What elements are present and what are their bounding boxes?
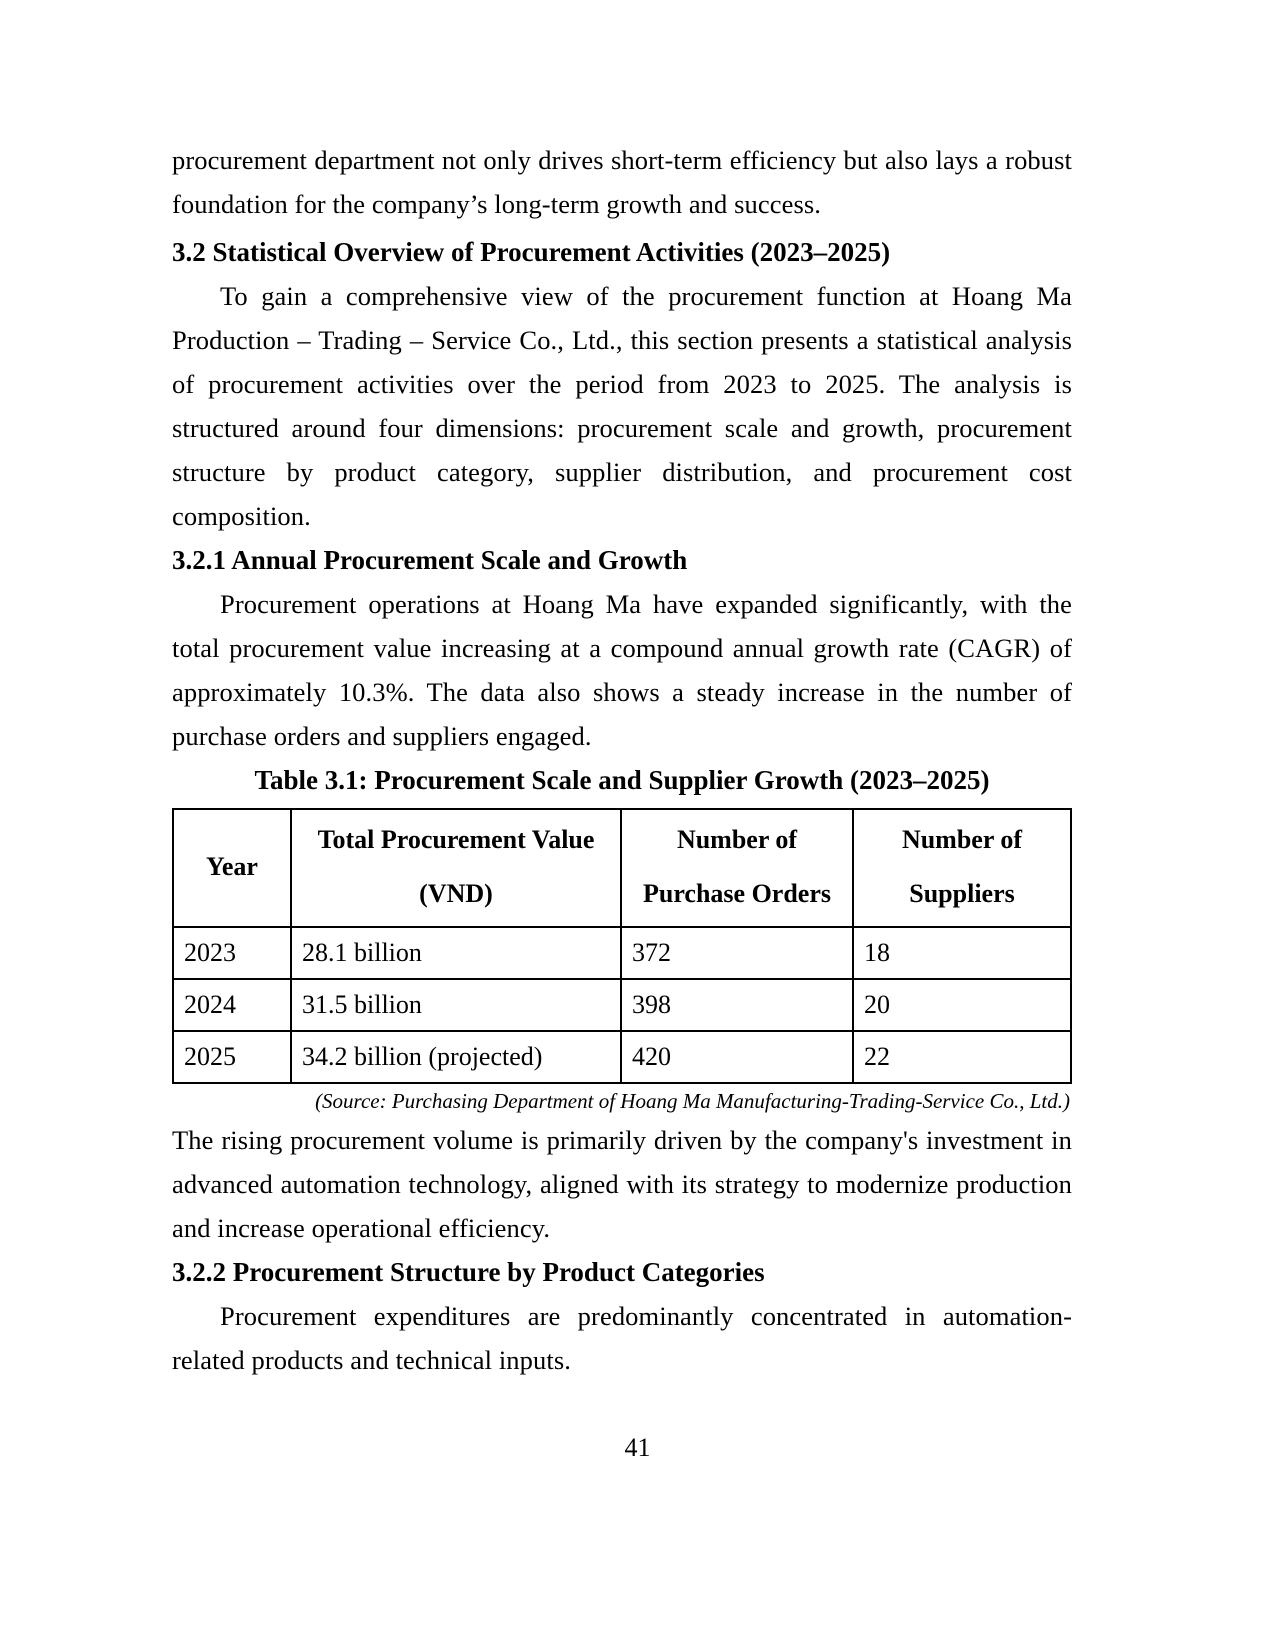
table-row [173, 1031, 1071, 1083]
table-row [173, 927, 1071, 979]
table-header-purchase-orders [621, 809, 853, 927]
cell-value [291, 1031, 621, 1083]
page-content [172, 138, 1072, 1382]
table-caption: Table 3.1: Procurement Scale and Supplier Growth (2023–2025) [254, 765, 990, 795]
table-header-suppliers [853, 809, 1071, 927]
cell-value [291, 979, 621, 1031]
cell-year [173, 927, 291, 979]
cell-orders [621, 979, 853, 1031]
cell-suppliers-text: 18 [864, 938, 890, 967]
cell-suppliers [853, 979, 1071, 1031]
cell-orders-text: 420 [632, 1042, 671, 1071]
table-header-year [173, 809, 291, 927]
cell-value-text: 34.2 billion (projected) [302, 1042, 543, 1071]
cell-year-text: 2025 [184, 1042, 236, 1071]
heading-section-3-2-2: 3.2.2 Procurement Structure by Product Categories [172, 1257, 765, 1287]
paragraph-section-3-2-2-intro: Procurement expenditures are predominantly concentrated in automation-related products and technical inputs. [172, 1301, 1072, 1375]
table-header-purchase-orders-line2: Purchase Orders [643, 879, 831, 908]
table-header-row [173, 809, 1071, 927]
table-header-year-line1: Year [206, 852, 258, 881]
paragraph-intro-continued: procurement department not only drives short-term efficiency but also lays a robust foundation for the company’s long-term growth and success. [172, 145, 1072, 219]
table-header-total-value-line2: (VND) [419, 879, 493, 908]
cell-suppliers [853, 1031, 1071, 1083]
table-header-purchase-orders-line1: Number of [676, 825, 798, 854]
table-header-total-value-line1: Total Procurement Value [317, 825, 595, 854]
cell-value [291, 927, 621, 979]
heading-section-3-2-1: 3.2.1 Annual Procurement Scale and Growth [172, 545, 688, 575]
cell-suppliers-text: 22 [864, 1042, 890, 1071]
cell-orders [621, 927, 853, 979]
paragraph-section-3-2-intro: To gain a comprehensive view of the procurement function at Hoang Ma Production – Trading – Service Co., Ltd., this section presents a statistical analysis of procurement activities over the period from 2023 to 2025. The analysis is structured around four dimensions: procurement scale and growth, procurement structure by product category, supplier distribution, and procurement cost composition. [172, 281, 1072, 531]
heading-section-3-2: 3.2 Statistical Overview of Procurement Activities (2023–2025) [172, 237, 891, 267]
cell-year-text: 2023 [184, 938, 236, 967]
cell-value-text: 28.1 billion [302, 938, 422, 967]
table-source-note: (Source: Purchasing Department of Hoang Ma Manufacturing-Trading-Service Co., Ltd.) [315, 1089, 1070, 1113]
cell-suppliers-text: 20 [864, 990, 890, 1019]
page-number: 41 [624, 1433, 651, 1462]
cell-year [173, 979, 291, 1031]
cell-value-text: 31.5 billion [302, 990, 422, 1019]
cell-orders-text: 398 [632, 990, 671, 1019]
cell-year-text: 2024 [184, 990, 236, 1019]
table-header-suppliers-line1: Number of [901, 825, 1023, 854]
paragraph-after-table: The rising procurement volume is primarily driven by the company's investment in advanced automation technology, aligned with its strategy to modernize production and increase operational efficiency. [172, 1125, 1072, 1243]
table-header-suppliers-line2: Suppliers [909, 879, 1015, 908]
procurement-scale-table [172, 808, 1072, 1084]
cell-year [173, 1031, 291, 1083]
table-row [173, 979, 1071, 1031]
cell-orders [621, 1031, 853, 1083]
cell-suppliers [853, 927, 1071, 979]
table-header-total-value [291, 809, 621, 927]
paragraph-section-3-2-1-intro: Procurement operations at Hoang Ma have expanded significantly, with the total procurement value increasing at a compound annual growth rate (CAGR) of approximately 10.3%. The data also shows a steady increase in the number of purchase orders and suppliers engaged. [172, 589, 1072, 751]
cell-orders-text: 372 [632, 938, 671, 967]
